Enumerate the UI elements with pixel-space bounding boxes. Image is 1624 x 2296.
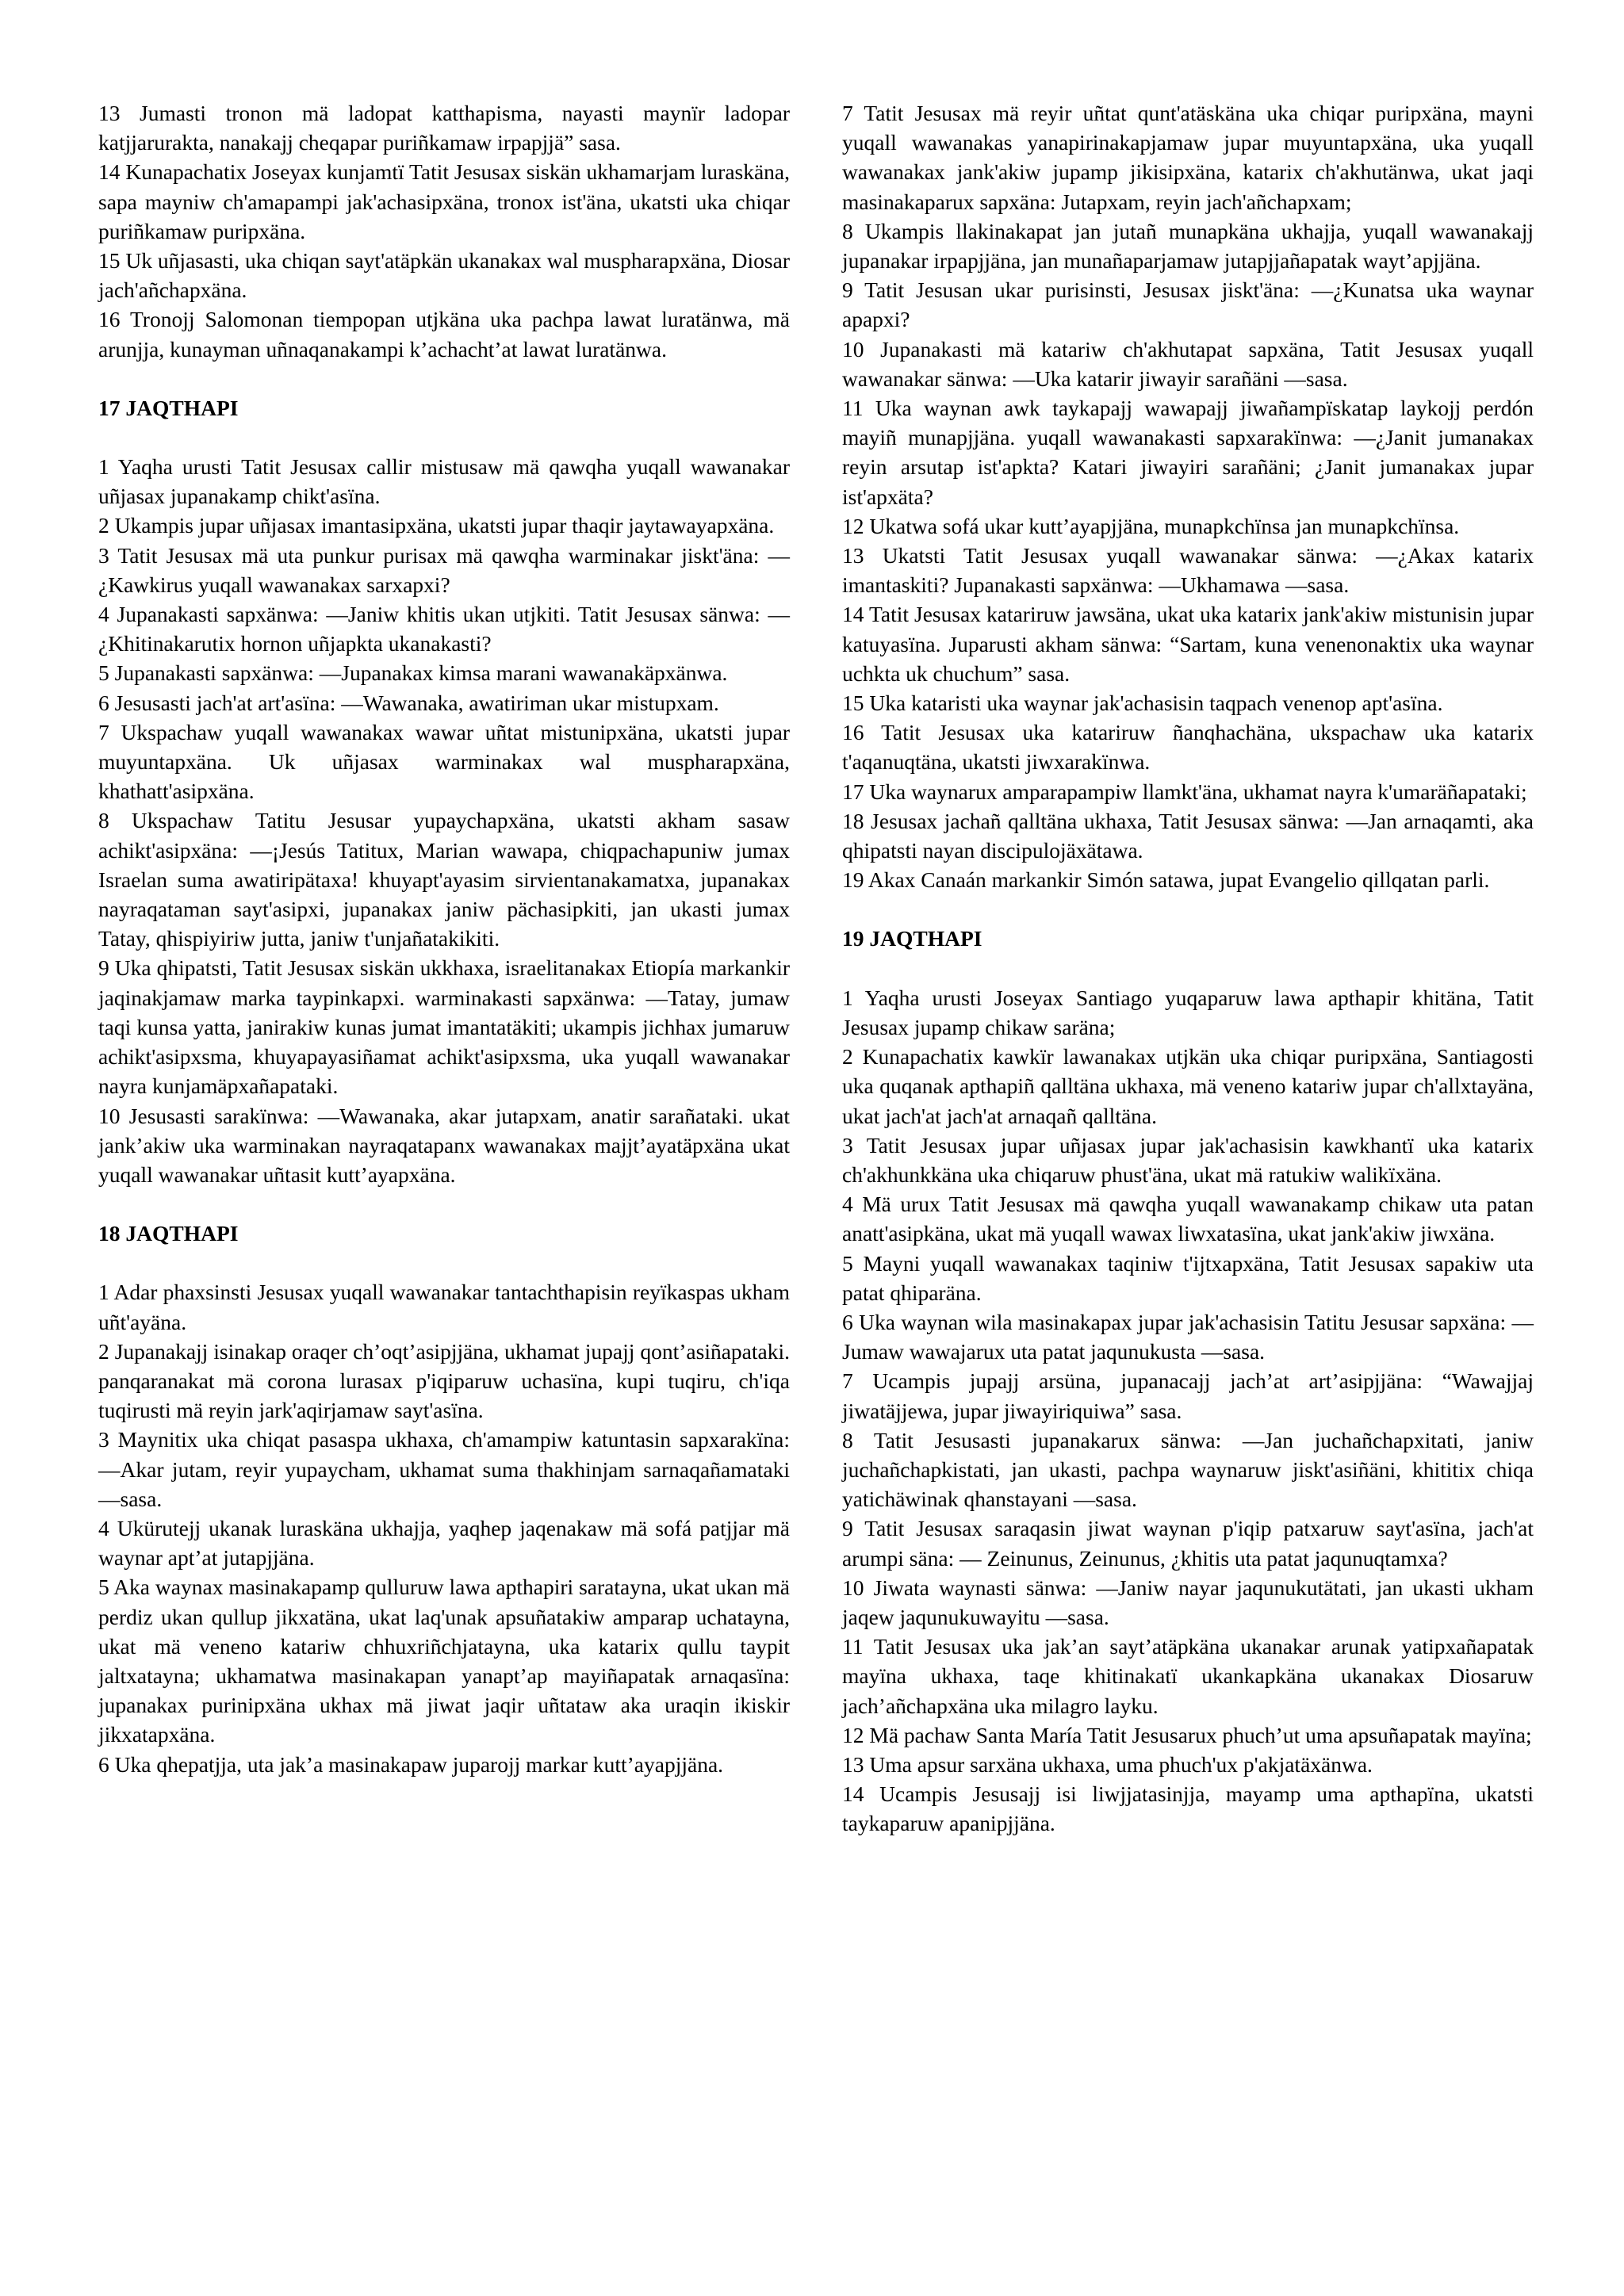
verse-paragraph: 1 Yaqha urusti Joseyax Santiago yuqaparuw lawa apthapir khitäna, Tatit Jesusax jupamp chikaw saräna; — [842, 985, 1534, 1039]
verse-paragraph: 5 Aka waynax masinakapamp qulluruw lawa apthapiri saratayna, ukat ukan mä perdiz ukan qullup jikxatäna, ukat laq'unak apsuñatakiw amparap uchatayna, ukat mä veneno katariw chhuxriñchjatayna, uka katarix qullu taypit jaltxatayna; ukhamatwa masinakapan yanapt’ap mayiñapatak arnaqasïna: jupanakax purinipxäna ukhax mä jiwat jaqir uñtataw aka uraqin ikiskir jikxatapxäna. — [98, 1575, 790, 1747]
verse-paragraph: 12 Ukatwa sofá ukar kutt’ayapjjäna, munapkchïnsa jan munapkchïnsa. — [842, 513, 1460, 538]
verse-paragraph: 3 Tatit Jesusax mä uta punkur purisax mä qawqha warminakar jiskt'äna: —¿Kawkirus yuqall wawanakax sarxapxi? — [98, 542, 790, 597]
verse-paragraph: 10 Jesusasti sarakïnwa: —Wawanaka, akar jutapxam, anatir sarañataki. ukat jank’akiw uka warminakan nayraqatapanx wawanakax majjt’ayatäpxäna ukat yuqall wawanakar uñtasit kutt’ayapxäna. — [98, 1103, 790, 1187]
verse-paragraph: 1 Yaqha urusti Tatit Jesusax callir mistusaw mä qawqha yuqall wawanakar uñjasax jupanakamp chikt'asïna. — [98, 454, 790, 509]
verse-paragraph: 3 Maynitix uka chiqat pasaspa ukhaxa, ch'amampiw katuntasin sapxarakïna: —Akar jutam, reyir yupaycham, ukhamat suma thakhinjam sarnaqañamataki —sasa. — [98, 1427, 790, 1511]
verse-paragraph: 8 Ukspachaw Tatitu Jesusar yupaychapxäna, ukatsti akham sasaw achikt'asipxäna: —¡Jesús Tatitux, Marian wawapa, chiqpachapuniw jumax Israelan suma awatiripätaxa! khuyapt'ayasim sirvientanakamatxa, jupanakax nayraqataman sayt'asipxi, jupanakax janiw pächasipkiti, jan ukasti jumax Tatay, qhispiyiriw jutta, janiw t'unjañatakikiti. — [98, 808, 790, 951]
verse-paragraph: 6 Uka waynan wila masinakapax jupar jak'achasisin Tatitu Jesusar sapxäna: —Jumaw wawajarux uta patat jaqunukusta —sasa. — [842, 1309, 1534, 1364]
chapter-heading: 17 JAQTHAPI — [98, 395, 239, 420]
verse-paragraph: 4 Ukürutejj ukanak luraskäna ukhajja, yaqhep jaqenakaw mä sofá patjjar mä waynar apt’at jutapjjäna. — [98, 1515, 790, 1571]
verse-paragraph: 11 Uka waynan awk taykapajj wawapajj jiwañampïskatap laykojj perdón mayiñ munapjjäna. yuqall wawanakasti sapxarakïnwa: —¿Janit jumanakax reyin arsutap ist'apkta? Katari jiwayiri sarañäni; ¿Janit jumanakax jupar ist'apxäta? — [842, 396, 1534, 509]
verse-paragraph: 13 Uma apsur sarxäna ukhaxa, uma phuch'ux p'akjatäxänwa. — [842, 1751, 1373, 1777]
spacer — [98, 1189, 790, 1219]
chapter-heading: 19 JAQTHAPI — [842, 926, 982, 951]
verse-paragraph: 2 Kunapachatix kawkïr lawanakax utjkän uka chiqar puripxäna, Santiagosti uka quqanak apthapiñ qalltäna ukhaxa, mä veneno katariw jupar ch'allxtayäna, ukat jach'at jach'at arnaqañ qalltäna. — [842, 1044, 1534, 1128]
verse-paragraph: 10 Jiwata waynasti sänwa: —Janiw nayar jaqunukutätati, jan ukasti ukham jaqew jaqunukuwayitu —sasa. — [842, 1575, 1534, 1629]
verse-paragraph: 4 Mä urux Tatit Jesusax mä qawqha yuqall wawanakamp chikaw uta patan anatt'asipkäna, ukat mä yuqall wawax liwxatasïna, ukat jank'akiw jiwxäna. — [842, 1192, 1534, 1246]
verse-paragraph: 14 Ucampis Jesusajj isi liwjjatasinjja, mayamp uma apthapïna, ukatsti taykaparuw apanipjjäna. — [842, 1781, 1534, 1836]
verse-paragraph: 5 Mayni yuqall wawanakax taqiniw t'ijtxapxäna, Tatit Jesusax sapakiw uta patat qhiparäna. — [842, 1250, 1534, 1305]
verse-paragraph: 2 Jupanakajj isinakap oraqer ch’oqt’asipjjäna, ukhamat jupajj qont’asiñapataki. panqaranakat mä corona lurasax p'iqiparuw uchasïna, kupi tuqiru, ch'iqa tuqirusti mä reyin jark'aqirjamaw sayt'asïna. — [98, 1338, 790, 1423]
verse-paragraph: 15 Uk uñjasasti, uka chiqan sayt'atäpkän ukanakax wal muspharapxäna, Diosar jach'añchapxäna. — [98, 248, 790, 303]
verse-paragraph: 11 Tatit Jesusax uka jak’an sayt’atäpkäna ukanakar arunak yatipxañapatak mayïna ukhaxa, taqe khitinakatï ukankapkäna ukanakax Diosaruw jach’añchapxäna uka milagro layku. — [842, 1634, 1534, 1718]
spacer — [98, 364, 790, 393]
verse-paragraph: 8 Tatit Jesusasti jupanakarux sänwa: —Jan juchañchapxitati, janiw juchañchapkistati, jan ukasti, pachpa waynaruw jiskt'asiñäni, khititix chiqa yatichäwinak qhanstayani —sasa. — [842, 1427, 1534, 1512]
verse-paragraph: 8 Ukampis llakinakapat jan jutañ munapkäna ukhajja, yuqall wawanakajj jupanakar irpapjjäna, jan munañaparjamaw jutapjjañapatak wayt’apjjäna. — [842, 218, 1534, 274]
verse-paragraph: 18 Jesusax jachañ qalltäna ukhaxa, Tatit Jesusax sänwa: —Jan arnaqamti, aka qhipatsti nayan discipulojäxätawa. — [842, 808, 1534, 863]
verse-paragraph: 9 Tatit Jesusax saraqasin jiwat waynan p'iqip patxaruw sayt'asïna, jach'at arumpi säna: — Zeinunus, Zeinunus, ¿khitis uta patat jaqunuqtamxa? — [842, 1516, 1534, 1571]
verse-paragraph: 13 Ukatsti Tatit Jesusax yuqall wawanakar sänwa: —¿Akax katarix imantaskiti? Jupanakasti sapxänwa: —Ukhamawa —sasa. — [842, 543, 1534, 598]
verse-paragraph: 13 Jumasti tronon mä ladopat katthapisma, nayasti maynïr ladopar katjjarurakta, nanakajj cheqapar puriñkamaw irpapjjä” sasa. — [98, 101, 790, 155]
verse-paragraph: 17 Uka waynarux amparapampiw llamkt'äna, ukhamat nayra k'umaräñapataki; — [842, 779, 1527, 804]
verse-paragraph: 16 Tatit Jesusax uka katariruw ñanqhachäna, ukspachaw uka katarix t'aqanuqtäna, ukatsti jiwxarakïnwa. — [842, 720, 1534, 775]
verse-paragraph: 5 Jupanakasti sapxänwa: —Jupanakax kimsa marani wawanakäpxänwa. — [98, 660, 728, 686]
verse-paragraph: 1 Adar phaxsinsti Jesusax yuqall wawanakar tantachthapisin reyïkaspas ukham uñt'ayäna. — [98, 1280, 790, 1334]
verse-paragraph: 14 Kunapachatix Joseyax kunjamtï Tatit Jesusax siskän ukhamarjam luraskäna, sapa mayniw ch'amapampi jak'achasipxäna, tronox ist'äna, ukatsti uka chiqar puriñkamaw puripxäna. — [98, 159, 791, 243]
spacer — [98, 423, 790, 452]
verse-paragraph: 7 Ukspachaw yuqall wawanakax wawar uñtat mistunipxäna, ukatsti jupar muyuntapxäna. Uk uñjasax warminakax wal muspharapxäna, khathatt'asipxäna. — [98, 719, 790, 804]
left-column — [98, 98, 790, 1779]
verse-paragraph: 7 Tatit Jesusax mä reyir uñtat qunt'atäskäna uka chiqar puripxäna, mayni yuqall wawanakas yanapirinakapjamaw jupar muyuntapxäna, uka yuqall wawanakax jank'akiw jupamp jikisipxäna, katarix ch'akhutänwa, ukat jaqi masinakaparux sapxäna: Jutapxam, reyin jach'añchapxam; — [842, 101, 1534, 214]
verse-paragraph: 10 Jupanakasti mä katariw ch'akhutapat sapxäna, Tatit Jesusax yuqall wawanakar sänwa: —Uka katarir jiwayir sarañäni —sasa. — [842, 336, 1534, 391]
spacer — [842, 954, 1534, 983]
spacer — [842, 894, 1534, 924]
verse-paragraph: 9 Tatit Jesusan ukar purisinsti, Jesusax jiskt'äna: —¿Kunatsa uka waynar apapxi? — [842, 277, 1534, 332]
verse-paragraph: 2 Ukampis jupar uñjasax imantasipxäna, ukatsti jupar thaqir jaytawayapxäna. — [98, 513, 775, 538]
verse-paragraph: 7 Ucampis jupajj arsüna, jupanacajj jach’at art’asipjjäna: “Wawajjaj jiwatäjjewa, jupar jiwayiriquiwa” sasa. — [842, 1368, 1534, 1423]
verse-paragraph: 4 Jupanakasti sapxänwa: —Janiw khitis ukan utjkiti. Tatit Jesusax sänwa: —¿Khitinakarutix hornon uñjapkta ukanakasti? — [98, 602, 790, 656]
verse-paragraph: 6 Uka qhepatjja, uta jak’a masinakapaw juparojj markar kutt’ayapjjäna. — [98, 1751, 724, 1777]
verse-paragraph: 12 Mä pachaw Santa María Tatit Jesusarux phuch’ut uma apsuñapatak mayïna; — [842, 1722, 1532, 1747]
verse-paragraph: 14 Tatit Jesusax katariruw jawsäna, ukat uka katarix jank'akiw mistunisin jupar katuyasïna. Juparusti akham sänwa: “Sartam, kuna venenonaktix uka waynar uchkta uk chuchum” sasa. — [842, 602, 1534, 686]
verse-paragraph: 3 Tatit Jesusax jupar uñjasax jupar jak'achasisin kawkhantï uka katarix ch'akhunkkäna uka chiqaruw phust'äna, ukat mä ratukiw walikïxäna. — [842, 1132, 1534, 1187]
spacer — [98, 1248, 790, 1277]
verse-paragraph: 19 Akax Canaán markankir Simón satawa, jupat Evangelio qillqatan parli. — [842, 867, 1490, 893]
verse-paragraph: 16 Tronojj Salomonan tiempopan utjkäna uka pachpa lawat luratänwa, mä arunjja, kunayman uñnaqanakampi k’achacht’at lawat luratänwa. — [98, 307, 790, 362]
verse-paragraph: 15 Uka kataristi uka waynar jak'achasisin taqpach venenop apt'asïna. — [842, 691, 1443, 716]
chapter-heading: 18 JAQTHAPI — [98, 1221, 239, 1246]
verse-paragraph: 9 Uka qhipatsti, Tatit Jesusax siskän ukkhaxa, israelitanakax Etiopía markankir jaqinakjamaw marka taypinkapxi. warminakasti sapxänwa: —Tatay, jumaw taqi kunsa yatta, janirakiw kunas jumat imantatäkiti; ukampis jichhax jumaruw achikt'asipxsma, khuyapayasiñamat achikt'asipxsma, uka yuqall wawanakar nayra kunjamäpxañapataki. — [98, 955, 790, 1099]
right-column — [842, 98, 1534, 1839]
verse-paragraph: 6 Jesusasti jach'at art'asïna: —Wawanaka, awatiriman ukar mistupxam. — [98, 690, 719, 715]
